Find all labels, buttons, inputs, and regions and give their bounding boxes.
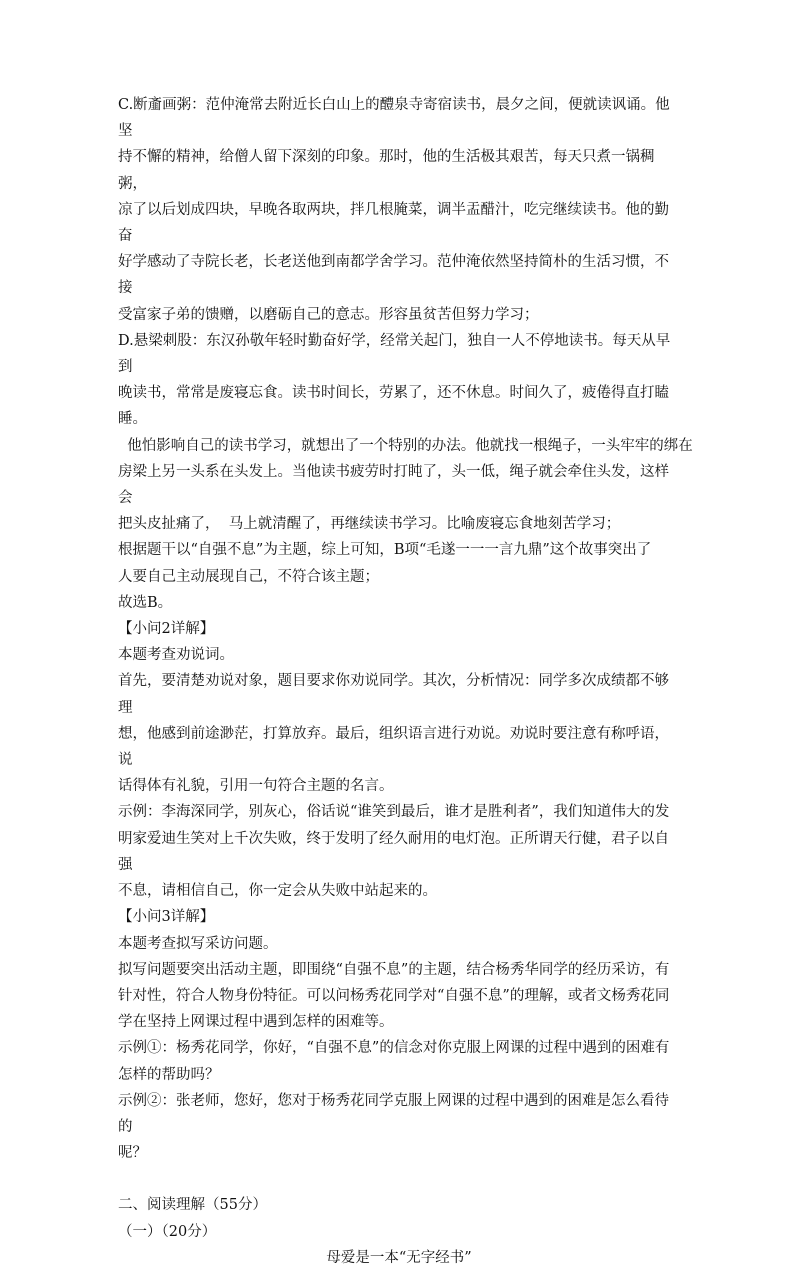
text-line: 把头皮扯痛了， 马上就清醒了，再继续读书学习。比喻废寝忘食地刻苦学习； — [118, 516, 621, 533]
text-line: 怎样的帮助吗？ — [118, 1066, 220, 1083]
subsection-heading: 【小问3详解】 — [118, 909, 215, 926]
text-line: D.悬梁刺股：东汉孙敬年轻时勤奋好学，经常关起门，独自一人不停地读书。每天从早到 — [118, 332, 671, 376]
text-line: 拟写问题要突出活动主题，即围绕“自强不息”的主题，结合杨秀华同学的经历采访，有 — [118, 961, 670, 978]
document-body — [118, 92, 693, 1271]
text-line: 故选B。 — [118, 594, 173, 611]
text-line: 呢？ — [118, 1145, 147, 1162]
text-line: 针对性，符合人物身份特征。可以问杨秀花同学对“自强不息”的理解，或者文杨秀花同 — [118, 987, 670, 1004]
text-line: 人要自己主动展现自己，不符合该主题； — [118, 568, 379, 585]
text-line: 想，他感到前途渺茫，打算放弃。最后，组织语言进行劝说。劝说时要注意有称呼语，说 — [118, 725, 669, 769]
text-line: 首先，要清楚劝说对象，题目要求你劝说同学。其次，分析情况：同学多次成绩都不够理 — [118, 673, 669, 716]
section-heading: 二、阅读理解（55分） — [118, 1197, 267, 1214]
text-line: 示例：李海深同学，别灰心，俗话说“谁笑到最后，谁才是胜利者”，我们知道伟大的发 — [118, 804, 670, 821]
text-line: 本题考查拟写采访问题。 — [118, 935, 278, 952]
subsection-heading: 【小问2详解】 — [118, 621, 215, 638]
sub-heading: （一）（20分） — [118, 1223, 217, 1240]
text-line: 房梁上另一头系在头发上。当他读书疲劳时打盹了，头一低，绳子就会牵住头发，这样会 — [118, 463, 669, 507]
text-line: 根据题干以“自强不息”为主题，综上可知，B项“毛遂一一一言九鼎”这个故事突出了 — [118, 542, 652, 559]
text-line: 明家爱迪生笑对上千次失败，终于发明了经久耐用的电灯泡。正所谓天行健，君子以自强 — [118, 830, 669, 873]
text-line: 好学感动了寺院长老，长老送他到南都学舍学习。范仲淹依然坚持简朴的生活习惯，不接 — [118, 254, 669, 297]
text-line: 示例②：张老师，您好，您对于杨秀花同学克服上网课的过程中遇到的困难是怎么看待的 — [118, 1092, 669, 1135]
text-line: 话得体有礼貌，引用一句符合主题的名言。 — [118, 778, 394, 795]
text-line: 他怕影响自己的读书学习，就想出了一个特别的办法。他就找一根绳子，一头牢牢的绑在 — [118, 437, 693, 454]
text-line: 持不懈的精神，给僧人留下深刻的印象。那时，他的生活极其艰苦，每天只煮一锅稠粥， — [118, 149, 655, 192]
text-line: 示例①：杨秀花同学，你好，“自强不息”的信念对你克服上网课的过程中遇到的困难有 — [118, 1040, 670, 1057]
text-line: 本题考查劝说词。 — [118, 647, 234, 664]
text-line: 学在坚持上网课过程中遇到怎样的困难等。 — [118, 1014, 394, 1031]
text-line: C.断齑画粥：范仲淹常去附近长白山上的醴泉寺寄宿读书，晨夕之间，便就读讽诵。他坚 — [118, 97, 670, 140]
text-line: 晚读书，常常是废寝忘食。读书时间长，劳累了，还不休息。时间久了，疲倦得直打瞌睡。 — [118, 385, 669, 428]
text-line: 不息，请相信自己，你一定会从失败中站起来的。 — [118, 883, 437, 900]
spacer — [118, 1166, 680, 1192]
text-line: 凉了以后划成四块，早晚各取两块，拌几根腌菜，调半盂醋汁，吃完继续读书。他的勤奋 — [118, 201, 669, 245]
passage-title: 母爱是一本“无字经书” — [326, 1249, 472, 1266]
text-line: 受富家子弟的馈赠，以磨砺自己的意志。形容虽贫苦但努力学习； — [118, 306, 539, 323]
